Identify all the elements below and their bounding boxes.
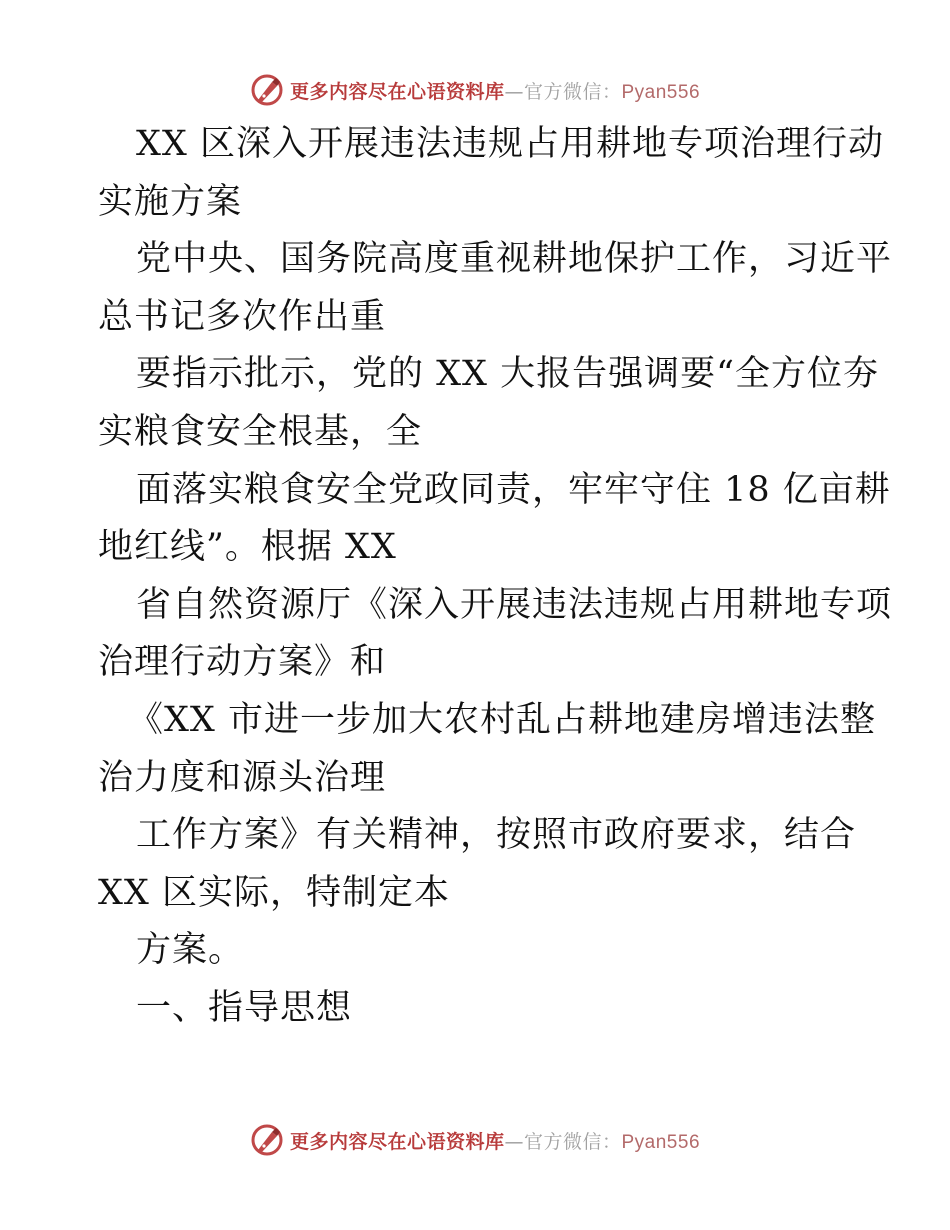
document-body — [98, 116, 893, 1038]
footer-watermark-banner — [0, 1120, 950, 1160]
doc-text-line: 党中央、国务院高度重视耕地保护工作，习近平 — [136, 239, 893, 280]
section-heading: 一、指导思想 — [136, 987, 353, 1028]
doc-text-line: 实粮食安全根基，全 — [98, 411, 423, 452]
watermark-text — [290, 77, 700, 104]
doc-text-line: 工作方案》有关精神，按照市政府要求，结合 — [136, 815, 857, 856]
doc-text-line: 治力度和源头治理 — [98, 757, 387, 798]
doc-text-line: 地红线”。根据 XX — [98, 527, 397, 568]
pen-nib-logo-icon — [250, 73, 284, 107]
doc-text-line: 总书记多次作出重 — [98, 296, 387, 337]
watermark-dash: — — [504, 80, 524, 103]
watermark-wechat-label: 官方微信： — [523, 1130, 622, 1153]
doc-text-line: 《XX 市进一步加大农村乱占耕地建房增违法整 — [128, 699, 876, 740]
watermark-brand: 更多内容尽在心语资料库 — [289, 80, 505, 103]
doc-text-line: 方案。 — [136, 930, 245, 971]
doc-title-line-1: XX 区深入开展违法违规占用耕地专项治理行动 — [136, 124, 884, 164]
watermark-wechat-id: Pyan556 — [621, 1131, 701, 1153]
pen-nib-logo-icon — [250, 1123, 284, 1157]
watermark-wechat-label: 官方微信： — [523, 80, 622, 103]
doc-text-line: 要指示批示，党的 XX 大报告强调要“全方位夯 — [136, 354, 879, 395]
watermark-text — [290, 1127, 700, 1154]
header-watermark-banner — [0, 70, 950, 110]
doc-title-line-2: 实施方案 — [98, 181, 243, 222]
doc-text-line: 省自然资源厅《深入开展违法违规占用耕地专项 — [136, 584, 893, 625]
doc-text-line: 治理行动方案》和 — [98, 642, 387, 683]
doc-text-line: 面落实粮食安全党政同责，牢牢守住 18 亿亩耕 — [136, 469, 891, 510]
watermark-wechat-id: Pyan556 — [621, 81, 701, 103]
watermark-dash: — — [504, 1130, 524, 1153]
watermark-brand: 更多内容尽在心语资料库 — [289, 1130, 505, 1153]
doc-text-line: XX 区实际，特制定本 — [98, 872, 450, 913]
